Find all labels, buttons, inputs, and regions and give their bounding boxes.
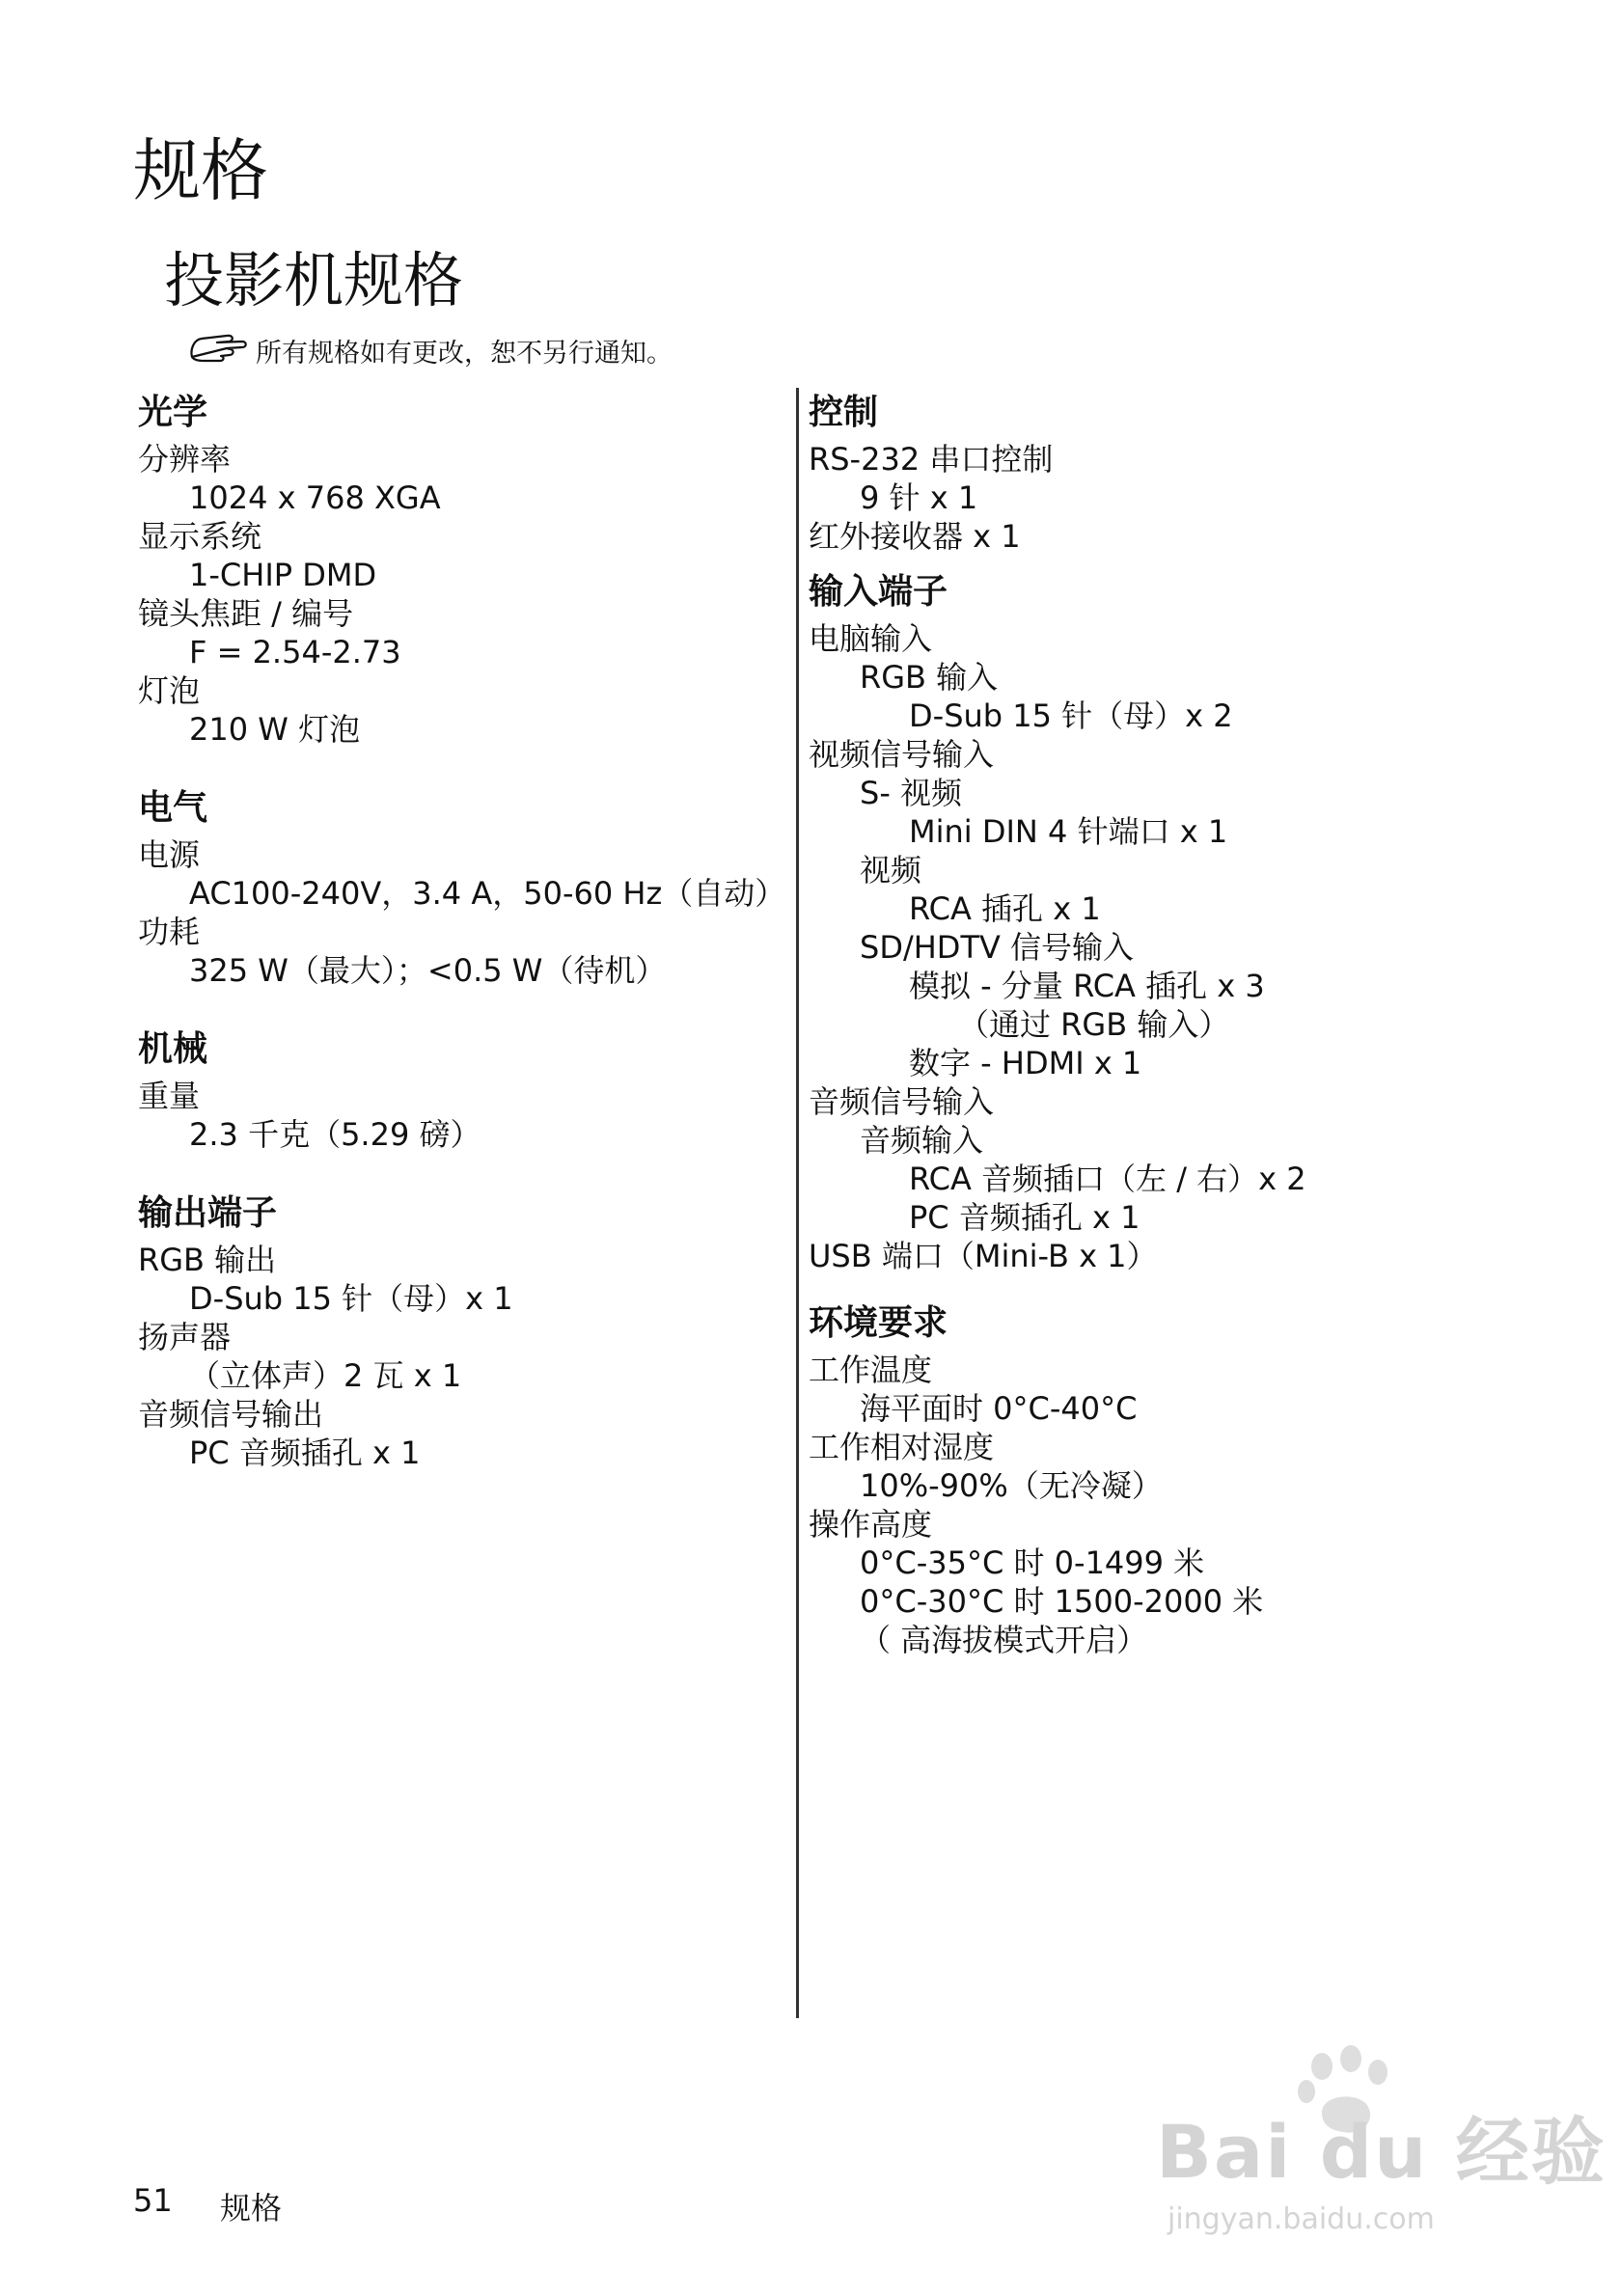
- section-heading: 输出端子: [138, 1193, 278, 1233]
- spec-section: [138, 1187, 794, 1472]
- spec-label: RGB 输出: [138, 1242, 277, 1278]
- spec-value: （立体声）2 瓦 x 1: [189, 1357, 462, 1394]
- spec-label: 灯泡: [138, 672, 201, 709]
- spec-label: USB 端口（Mini-B x 1）: [809, 1238, 1158, 1274]
- spec-section: [809, 565, 1542, 1275]
- spec-label: 视频信号输入: [809, 736, 995, 773]
- spec-value: PC 音频插孔 x 1: [189, 1435, 421, 1471]
- spec-value: 1024 x 768 XGA: [189, 479, 441, 516]
- spec-label: 工作温度: [809, 1352, 933, 1388]
- spec-label: 红外接收器 x 1: [809, 518, 1021, 555]
- spec-label: 电脑输入: [809, 620, 933, 657]
- spec-value: 海平面时 0°C-40°C: [860, 1390, 1138, 1427]
- section-title: 投影机规格: [164, 245, 464, 315]
- spec-label: 音频信号输出: [138, 1396, 324, 1433]
- spec-value: RGB 输入: [860, 659, 999, 696]
- spec-value: Mini DIN 4 针端口 x 1: [909, 813, 1228, 850]
- spec-section: [809, 1297, 1542, 1659]
- spec-label: 功耗: [138, 914, 201, 950]
- spec-label: 镜头焦距 / 编号: [138, 595, 354, 632]
- spec-value: S- 视频: [860, 775, 963, 811]
- spec-value: F = 2.54-2.73: [189, 634, 401, 670]
- section-heading: 控制: [809, 393, 879, 432]
- spec-value: 1-CHIP DMD: [189, 557, 377, 593]
- spec-value: D-Sub 15 针（母）x 1: [189, 1280, 513, 1317]
- spec-label: 音频信号输入: [809, 1083, 995, 1120]
- spec-value: 视频: [860, 852, 922, 888]
- spec-section: [138, 1023, 794, 1154]
- spec-section: [138, 386, 794, 749]
- spec-label: 操作高度: [809, 1506, 933, 1543]
- spec-value: RCA 插孔 x 1: [909, 890, 1101, 927]
- right-column: [809, 386, 1542, 1659]
- page-number: 51: [133, 2182, 173, 2219]
- watermark-url: jingyan.baidu.com: [1168, 2202, 1435, 2236]
- spec-value: 0°C-30°C 时 1500-2000 米: [860, 1583, 1264, 1620]
- footer-label: 规格: [220, 2190, 283, 2227]
- spec-value: D-Sub 15 针（母）x 2: [909, 697, 1233, 734]
- spec-label: 工作相对湿度: [809, 1429, 995, 1465]
- column-divider: [796, 388, 799, 2018]
- spec-value: 模拟 - 分量 RCA 插孔 x 3: [909, 968, 1265, 1004]
- section-heading: 电气: [138, 788, 208, 828]
- spec-value: 音频输入: [860, 1122, 984, 1159]
- spec-value: AC100-240V，3.4 A，50-60 Hz（自动）: [189, 875, 786, 912]
- watermark: [1156, 2093, 1607, 2236]
- spec-value: （通过 RGB 输入）: [958, 1006, 1230, 1043]
- spec-label: 分辨率: [138, 441, 232, 478]
- section-heading: 输入端子: [809, 572, 948, 612]
- spec-section: [809, 386, 1542, 556]
- left-column: [138, 386, 794, 1472]
- pointing-hand-icon: [188, 330, 248, 371]
- spec-value: 10%-90%（无冷凝）: [860, 1467, 1163, 1504]
- spec-label: 重量: [138, 1078, 201, 1114]
- spec-value: PC 音频插孔 x 1: [909, 1199, 1140, 1236]
- section-heading: 光学: [138, 393, 208, 432]
- spec-value: 2.3 千克（5.29 磅）: [189, 1116, 481, 1153]
- page-title: 规格: [133, 131, 268, 210]
- spec-value: SD/HDTV 信号输入: [860, 929, 1135, 966]
- spec-value: 9 针 x 1: [860, 479, 978, 516]
- spec-section: [138, 781, 794, 990]
- section-heading: 环境要求: [809, 1303, 948, 1343]
- spec-label: 电源: [138, 836, 201, 873]
- spec-value: 0°C-35°C 时 0-1499 米: [860, 1544, 1205, 1581]
- spec-value: RCA 音频插口（左 / 右）x 2: [909, 1161, 1306, 1197]
- spec-value: 数字 - HDMI x 1: [909, 1045, 1142, 1081]
- spec-label: 显示系统: [138, 518, 262, 555]
- section-heading: 机械: [138, 1029, 208, 1069]
- spec-label: 扬声器: [138, 1319, 232, 1355]
- note-text: 所有规格如有更改，恕不另行通知。: [256, 339, 673, 369]
- spec-value: 210 W 灯泡: [189, 711, 361, 748]
- spec-label: RS-232 串口控制: [809, 441, 1054, 478]
- note: [188, 330, 673, 371]
- spec-value: （ 高海拔模式开启）: [860, 1622, 1148, 1658]
- watermark-logo: Bai du 经验: [1156, 2109, 1607, 2195]
- spec-value: 325 W（最大）；<0.5 W（待机）: [189, 952, 667, 989]
